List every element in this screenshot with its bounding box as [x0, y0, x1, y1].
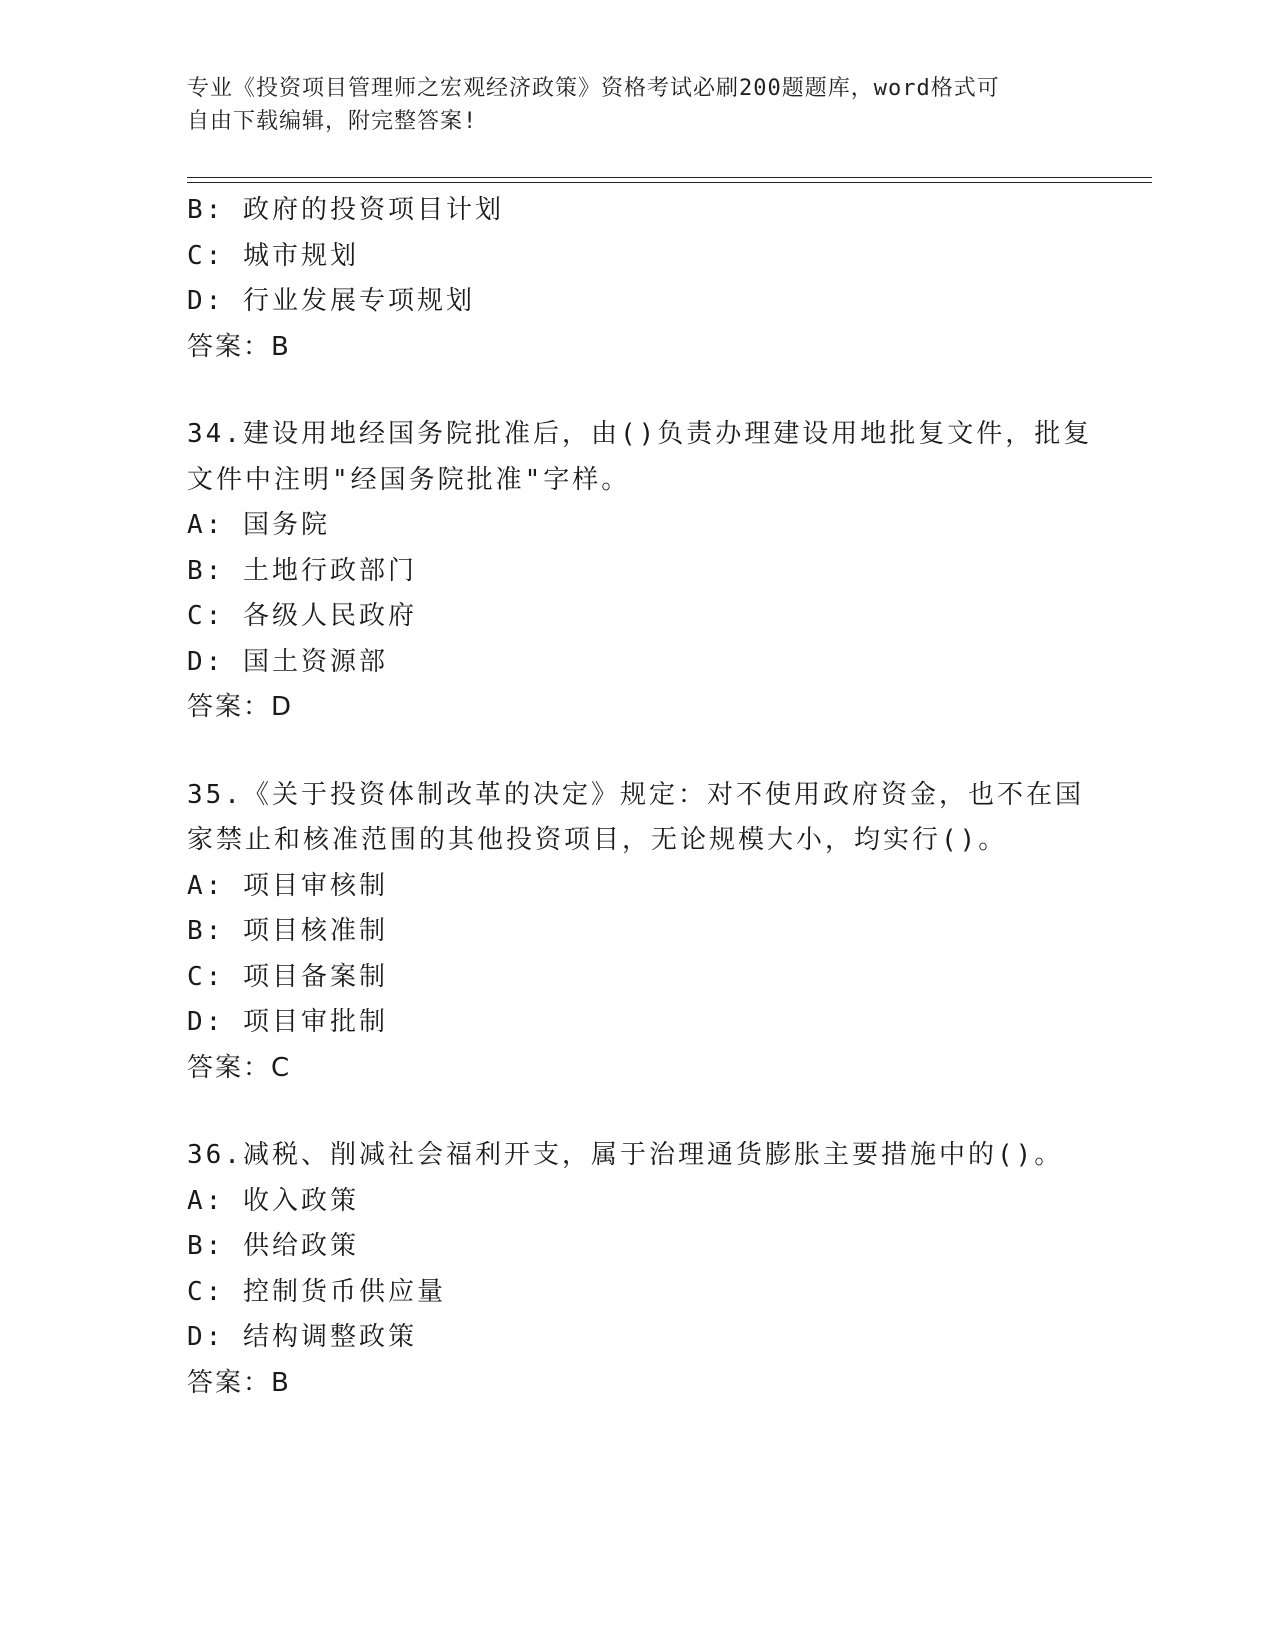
answer-line: 答案：B [187, 331, 291, 362]
question-text-line-2: 文件中注明"经国务院批准"字样。 [187, 464, 631, 495]
question-text-line-1: 35.《关于投资体制改革的决定》规定：对不使用政府资金，也不在国 [187, 779, 1084, 810]
question-text-line-2: 家禁止和核准范围的其他投资项目，无论规模大小，均实行()。 [187, 825, 1008, 855]
option-a: A: 收入政策 [187, 1185, 359, 1216]
option-c: C: 城市规划 [187, 240, 359, 271]
option-d: D: 项目审批制 [187, 1007, 388, 1037]
option-d: D: 结构调整政策 [187, 1322, 417, 1352]
question-block-36 [187, 1133, 1152, 1406]
option-d: D: 行业发展专项规划 [187, 286, 475, 316]
question-block-34 [187, 412, 1152, 731]
option-b: B: 项目核准制 [187, 916, 388, 946]
header-title-line-2: 自由下载编辑，附完整答案! [187, 109, 478, 134]
option-a: A: 国务院 [187, 510, 330, 540]
header-title-line-1: 专业《投资项目管理师之宏观经济政策》资格考试必刷200题题库，word格式可 [187, 76, 1000, 101]
question-text-line-1: 36.减税、削减社会福利开支，属于治理通货膨胀主要措施中的()。 [187, 1140, 1064, 1170]
option-c: C: 各级人民政府 [187, 601, 417, 631]
answer-line: 答案：B [187, 1367, 291, 1398]
answer-line: 答案：D [187, 692, 294, 722]
option-b: B: 供给政策 [187, 1231, 359, 1261]
option-d: D: 国土资源部 [187, 646, 388, 677]
option-c: C: 项目备案制 [187, 961, 388, 992]
question-text-line-1: 34.建设用地经国务院批准后，由()负责办理建设用地批复文件，批复 [187, 419, 1093, 449]
option-c: C: 控制货币供应量 [187, 1276, 446, 1307]
block-spacer [187, 370, 1152, 412]
answer-line: 答案：C [187, 1052, 292, 1083]
option-b: B: 政府的投资项目计划 [187, 195, 504, 225]
block-spacer [187, 1091, 1152, 1133]
block-spacer [187, 731, 1152, 773]
option-b: B: 土地行政部门 [187, 555, 417, 586]
question-content [187, 188, 1152, 1406]
question-block-35 [187, 773, 1152, 1092]
header-divider [187, 177, 1152, 183]
option-a: A: 项目审核制 [187, 870, 388, 901]
document-header [187, 72, 1087, 138]
question-block-33 [187, 188, 1152, 370]
